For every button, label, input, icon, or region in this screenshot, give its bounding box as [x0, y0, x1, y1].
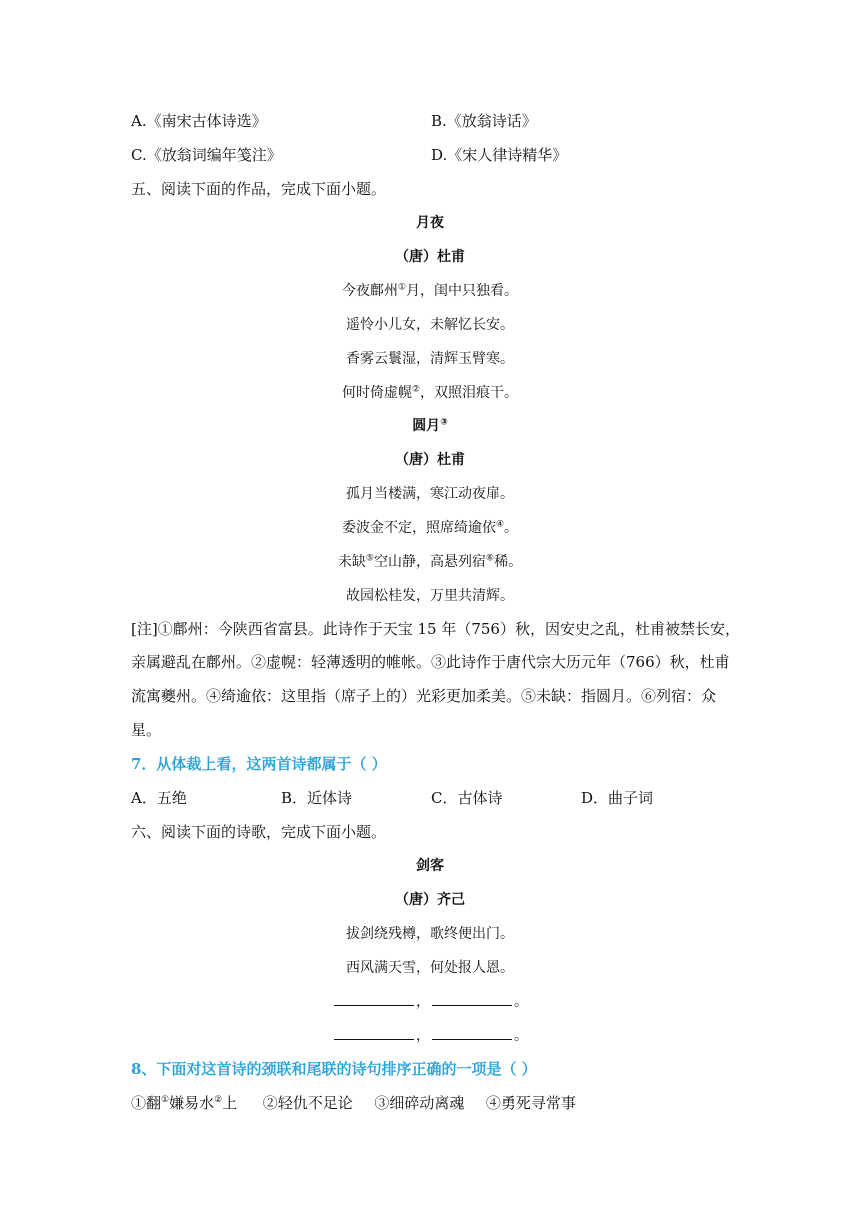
poem1-line1: 今夜鄜州①月，闺中只独看。 — [341, 282, 519, 299]
q8-item-1: ①翻①嫌易水②上 — [131, 1094, 238, 1112]
blank-field[interactable] — [432, 1026, 512, 1040]
poem2-line2: 委波金不定，照席绮逾依④。 — [341, 519, 519, 536]
q6-option-a[interactable]: A.《南宋古体诗选》 — [131, 112, 267, 130]
blank-field[interactable] — [432, 992, 512, 1006]
q7-option-d[interactable]: D．曲子词 — [581, 789, 654, 807]
blank-field[interactable] — [334, 1026, 414, 1040]
poem2-author: （唐）杜甫 — [395, 452, 465, 468]
note-line2: 亲属避乱在鄜州。②虚幌：轻薄透明的帷帐。③此诗作于唐代宗大历元年（766）秋，杜甫 — [131, 653, 730, 671]
blank-field[interactable] — [334, 992, 414, 1006]
poem2-line1: 孤月当楼满，寒江动夜扉。 — [346, 486, 514, 502]
poem1-title: 月夜 — [416, 215, 444, 231]
question-8: 8、下面对这首诗的颈联和尾联的诗句排序正确的一项是（ ） — [131, 1060, 537, 1078]
poem1-line3: 香雾云鬟湿，清辉玉臂寒。 — [346, 351, 514, 367]
q7-option-b[interactable]: B．近体诗 — [281, 789, 353, 807]
poem1-line4: 何时倚虚幌②，双照泪痕干。 — [341, 384, 519, 401]
poem1-author: （唐）杜甫 — [395, 249, 465, 265]
poem3-line1: 拔剑绕残樽，歌终便出门。 — [346, 926, 514, 942]
poem3-blank-line2: ， 。 — [0, 1026, 860, 1046]
poem3-line2: 西风满天雪，何处报人恩。 — [346, 960, 514, 976]
poem3-title: 剑客 — [416, 858, 444, 874]
section6-heading: 六、阅读下面的诗歌，完成下面小题。 — [131, 823, 387, 841]
question-7: 7．从体裁上看，这两首诗都属于（ ） — [131, 755, 387, 773]
q7-option-a[interactable]: A．五绝 — [131, 789, 187, 807]
q6-option-d[interactable]: D.《宋人律诗精华》 — [431, 146, 568, 164]
note-line4: 星。 — [131, 721, 162, 739]
poem1-line2: 遥怜小儿女，未解忆长安。 — [346, 317, 514, 333]
note-line3: 流寓夔州。④绮逾依：这里指（席子上的）光彩更加柔美。⑤未缺：指圆月。⑥列宿：众 — [131, 687, 717, 705]
q7-option-c[interactable]: C．古体诗 — [431, 789, 503, 807]
poem2-line3: 未缺⑤空山静，高悬列宿⑥稀。 — [337, 553, 523, 570]
q6-option-b[interactable]: B.《放翁诗话》 — [431, 112, 537, 130]
section5-heading: 五、阅读下面的作品，完成下面小题。 — [131, 180, 387, 198]
q8-item-4: ④勇死寻常事 — [485, 1094, 576, 1112]
q8-items — [131, 1093, 576, 1113]
q6-option-c[interactable]: C.《放翁词编年笺注》 — [131, 146, 282, 164]
poem2-line4: 故园松桂发，万里共清辉。 — [346, 588, 514, 604]
q8-item-3: ③细碎动离魂 — [374, 1094, 465, 1112]
poem3-blank-line1: ， 。 — [0, 992, 860, 1012]
poem3-author: （唐）齐己 — [395, 892, 465, 908]
poem2-title: 圆月③ — [412, 417, 448, 434]
q8-item-2: ②轻仇不足论 — [262, 1094, 353, 1112]
note-line1: [注]①鄜州：今陕西省富县。此诗作于天宝 15 年（756）秋，因安史之乱，杜甫被禁长安， — [131, 620, 740, 638]
